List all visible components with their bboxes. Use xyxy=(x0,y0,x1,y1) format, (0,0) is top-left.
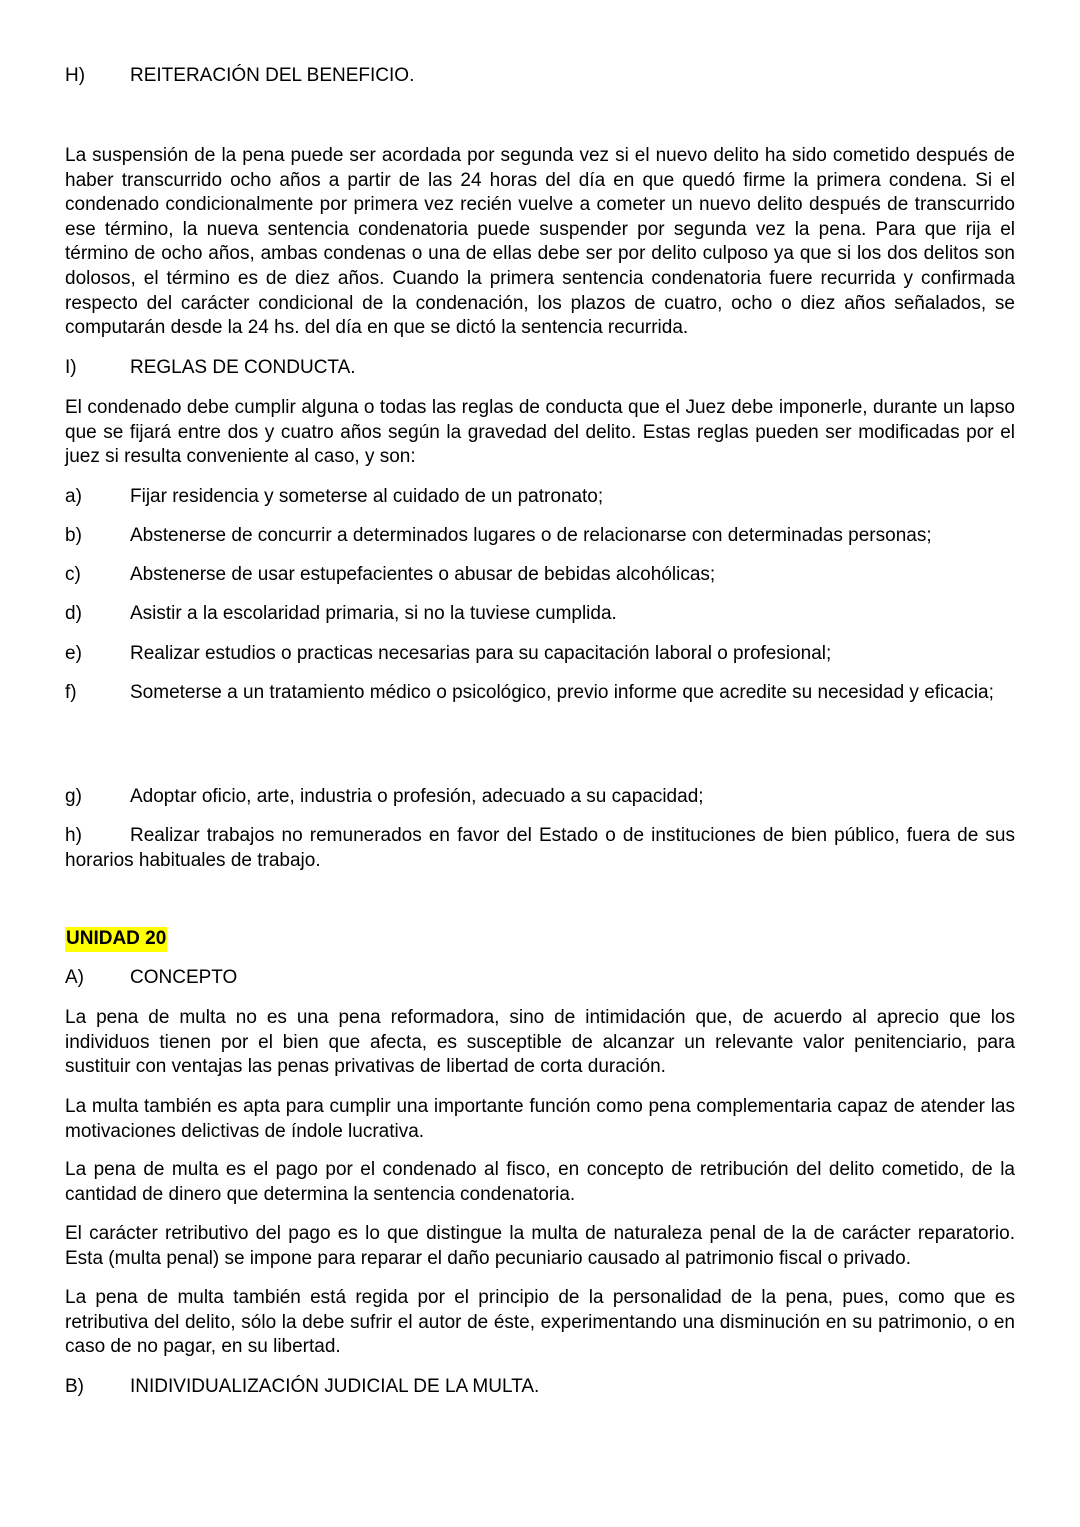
list-item xyxy=(65,642,1015,667)
unit-heading xyxy=(65,927,1015,952)
list-item-text: Adoptar oficio, arte, industria o profesión, adecuado a su capacidad; xyxy=(130,786,704,807)
list-item-text: Asistir a la escolaridad primaria, si no la tuviese cumplida. xyxy=(130,603,617,624)
unit-label: UNIDAD 20 xyxy=(65,927,167,952)
section-title: REGLAS DE CONDUCTA. xyxy=(130,357,356,378)
section-a-paragraph: El carácter retributivo del pago es lo que distingue la multa de naturaleza penal de la de carácter reparatorio. Esta (multa penal) se impone para reparar el daño pecuniario causado al patrimonio fiscal o privado. xyxy=(65,1223,1015,1269)
list-item-text: Realizar trabajos no remunerados en favor del Estado o de instituciones de bien público, fuera de sus horarios habituales de trabajo. xyxy=(65,825,1015,871)
list-item xyxy=(65,563,1015,588)
list-item xyxy=(65,785,1015,810)
list-item-letter: a) xyxy=(65,486,82,507)
list-item-text: Abstenerse de usar estupefacientes o abusar de bebidas alcohólicas; xyxy=(130,564,716,585)
list-item-letter: h) xyxy=(65,825,82,846)
section-title: INIDIVIDUALIZACIÓN JUDICIAL DE LA MULTA. xyxy=(130,1376,540,1397)
list-item-letter: e) xyxy=(65,643,82,664)
list-item-text: Abstenerse de concurrir a determinados lugares o de relacionarse con determinadas personas; xyxy=(130,525,932,546)
list-item xyxy=(65,824,1015,873)
section-h-paragraph: La suspensión de la pena puede ser acordada por segunda vez si el nuevo delito ha sido cometido después de haber transcurrido ocho años a partir de las 24 horas del día en que quedó firme la primera condena. Si el condenado condicionalmente por primera vez recién vuelve a cometer un nuevo delito después de transcurrido ese término, la nueva sentencia condenatoria puede suspender por segunda vez la pena. Para que rija el término de ocho años, ambas condenas o una de ellas debe ser por delito culposo ya que si los dos delitos son dolosos, el término es de diez años. Cuando la primera sentencia condenatoria fuere recurrida y confirmada respecto del carácter condicional de la condenación, los plazos de cuatro, ocho o diez años señalados, se computarán desde la 24 hs. del día en que se dictó la sentencia recurrida. xyxy=(65,145,1015,339)
list-item-letter: c) xyxy=(65,564,81,585)
section-a-paragraph: La multa también es apta para cumplir una importante función como pena complementaria capaz de atender las motivaciones delictivas de índole lucrativa. xyxy=(65,1096,1015,1142)
list-item xyxy=(65,602,1015,627)
section-h-heading xyxy=(65,64,1015,89)
section-a-paragraph: La pena de multa es el pago por el condenado al fisco, en concepto de retribución del delito cometido, de la cantidad de dinero que determina la sentencia condenatoria. xyxy=(65,1159,1015,1205)
section-title: REITERACIÓN DEL BENEFICIO. xyxy=(130,65,415,86)
section-b-heading xyxy=(65,1375,1015,1400)
list-item xyxy=(65,485,1015,510)
section-a-heading xyxy=(65,966,1015,991)
list-item-letter: d) xyxy=(65,603,82,624)
section-letter: A) xyxy=(65,967,84,988)
section-letter: H) xyxy=(65,65,86,86)
list-item xyxy=(65,524,1015,549)
section-a-paragraph: La pena de multa no es una pena reformadora, sino de intimidación que, de acuerdo al aprecio que los individuos tienen por el bien que afecta, es susceptible de alcanzar un relevante valor penitenciario, para sustituir con ventajas las penas privativas de libertad de corta duración. xyxy=(65,1007,1015,1078)
list-item-text: Someterse a un tratamiento médico o psicológico, previo informe que acredite su necesidad y eficacia; xyxy=(130,682,994,703)
section-i-paragraph: El condenado debe cumplir alguna o todas las reglas de conducta que el Juez debe imponerle, durante un lapso que se fijará entre dos y cuatro años según la gravedad del delito. Estas reglas pueden ser modificadas por el juez si resulta conveniente al caso, y son: xyxy=(65,397,1015,468)
section-letter: B) xyxy=(65,1376,84,1397)
list-item-text: Fijar residencia y someterse al cuidado de un patronato; xyxy=(130,486,604,507)
list-item-letter: g) xyxy=(65,786,82,807)
section-i-heading xyxy=(65,356,1015,381)
list-item-letter: b) xyxy=(65,525,82,546)
list-item-letter: f) xyxy=(65,682,77,703)
section-letter: I) xyxy=(65,357,77,378)
section-a-paragraph: La pena de multa también está regida por el principio de la personalidad de la pena, pues, como que es retributiva del delito, sólo la debe sufrir el autor de éste, experimentando una disminución en su patrimonio, o en caso de no pagar, en su libertad. xyxy=(65,1287,1015,1358)
list-item xyxy=(65,681,1015,706)
section-title: CONCEPTO xyxy=(130,967,238,988)
list-item-text: Realizar estudios o practicas necesarias para su capacitación laboral o profesional; xyxy=(130,643,832,664)
